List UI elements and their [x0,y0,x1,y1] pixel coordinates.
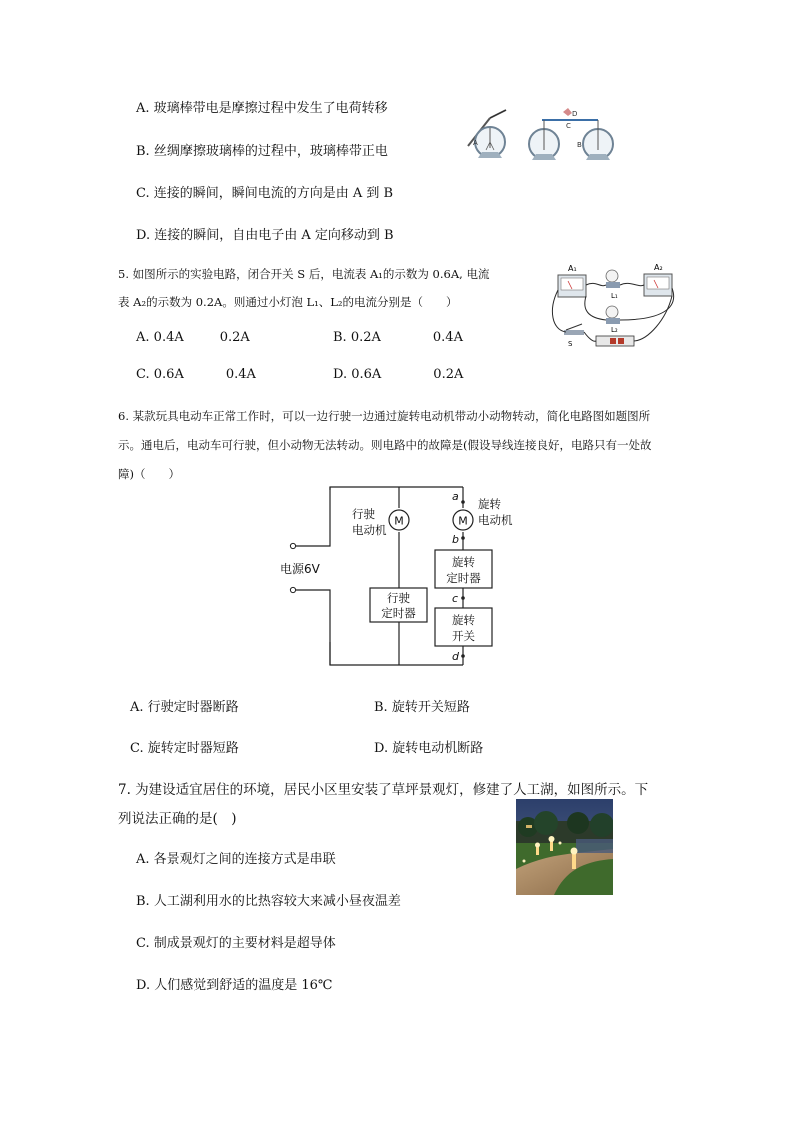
motor-symbol: M [394,514,404,528]
q5-stem-line2: 表 A₂的示数为 0.2A。则通过小灯泡 L₁、L₂的电流分别是（ ） [118,295,458,309]
battery [596,336,634,346]
q4-option-c: C. 连接的瞬间，瞬间电流的方向是由 A 到 B [136,186,394,201]
label-l2: L₂ [611,326,618,334]
drive-motor-label-1: 行驶 [352,507,375,521]
rot-motor-label-1: 旋转 [478,497,501,511]
point-b: b [452,533,459,546]
source-terminal-top [290,543,295,548]
q5-stem-line1: 5. 如图所示的实验电路，闭合开关 S 后，电流表 A₁的示数为 0.6A, 电流 [118,267,490,281]
label-d: D [572,110,578,118]
q7-stem-line1: 7. 为建设适宜居住的环境，居民小区里安装了草坪景观灯，修建了人工湖，如图所示。下 [118,782,649,798]
electroscope-figure [462,106,627,166]
label-a2: A₂ [654,263,663,272]
rot-timer-label-2: 定时器 [446,571,481,585]
q5-option-c: C. 0.6A 0.4A [136,367,256,382]
q7-option-c: C. 制成景观灯的主要材料是超导体 [136,936,336,951]
label-a: A [473,139,478,147]
rot-motor-label-2: 电动机 [478,513,513,527]
q7-option-a: A. 各景观灯之间的连接方式是串联 [136,852,336,867]
q5-circuit-figure [548,260,680,356]
q7-option-d: D. 人们感觉到舒适的温度是 16℃ [136,978,333,993]
label-s: S [568,340,573,348]
switch-s [564,324,584,348]
electroscope-b [577,120,613,160]
drive-timer-label-1: 行驶 [387,591,410,605]
q5-option-b: B. 0.2A 0.4A [333,330,463,345]
q4-option-a: A. 玻璃棒带电是摩擦过程中发生了电荷转移 [136,101,388,116]
label-c: C [566,122,571,130]
lawn-lights-photo [516,799,613,895]
drive-motor [352,507,409,537]
q4-option-b: B. 丝绸摩擦玻璃棒的过程中，玻璃棒带正电 [136,144,388,159]
point-c: c [452,592,459,605]
drive-timer-label-2: 定时器 [381,606,416,620]
point-d: d [452,650,459,663]
q6-option-a: A. 行驶定时器断路 [130,700,239,715]
electroscope-a [468,110,506,158]
rotation-switch [435,608,492,646]
rot-switch-label-1: 旋转 [452,613,475,627]
q7-option-b: B. 人工湖利用水的比热容较大来减小昼夜温差 [136,894,401,909]
q7-stem-line2: 列说法正确的是( ) [118,811,237,827]
drive-timer [370,588,427,622]
q6-option-c: C. 旋转定时器短路 [130,741,239,756]
source-label: 电源6V [280,562,320,576]
point-a: a [452,490,459,503]
q6-option-b: B. 旋转开关短路 [374,700,470,715]
q6-stem-line3: 障)（ ） [118,467,180,481]
bulb-l1 [606,270,620,300]
ammeter-a2 [644,263,672,296]
drive-motor-label-2: 电动机 [352,523,387,537]
q6-stem-line2: 示。通电后，电动车可行驶，但小动物无法转动。则电路中的故障是(假设导线连接良好，电路只有一处故 [118,438,652,452]
insulating-handle [563,108,572,116]
bulb-l2 [606,306,620,334]
source-terminal-bottom [290,587,295,592]
label-l1: L₁ [611,292,618,300]
q6-option-d: D. 旋转电动机断路 [374,741,484,756]
q5-option-d: D. 0.6A 0.2A [333,367,464,382]
rot-switch-label-2: 开关 [452,629,475,643]
ammeter-a1 [558,264,586,297]
motor-symbol: M [458,514,468,528]
rot-timer-label-1: 旋转 [452,555,475,569]
electroscope-left [529,120,559,160]
label-a1: A₁ [568,264,577,273]
q6-stem-line1: 6. 某款玩具电动车正常工作时，可以一边行驶一边通过旋转电动机带动小动物转动，简化电路图如题图所 [118,409,651,423]
q4-option-d: D. 连接的瞬间，自由电子由 A 定向移动到 B [136,228,394,243]
q6-circuit-diagram [275,480,535,670]
q5-option-a: A. 0.4A 0.2A [136,330,250,345]
label-b: B [577,141,582,149]
rotation-timer [435,550,492,588]
